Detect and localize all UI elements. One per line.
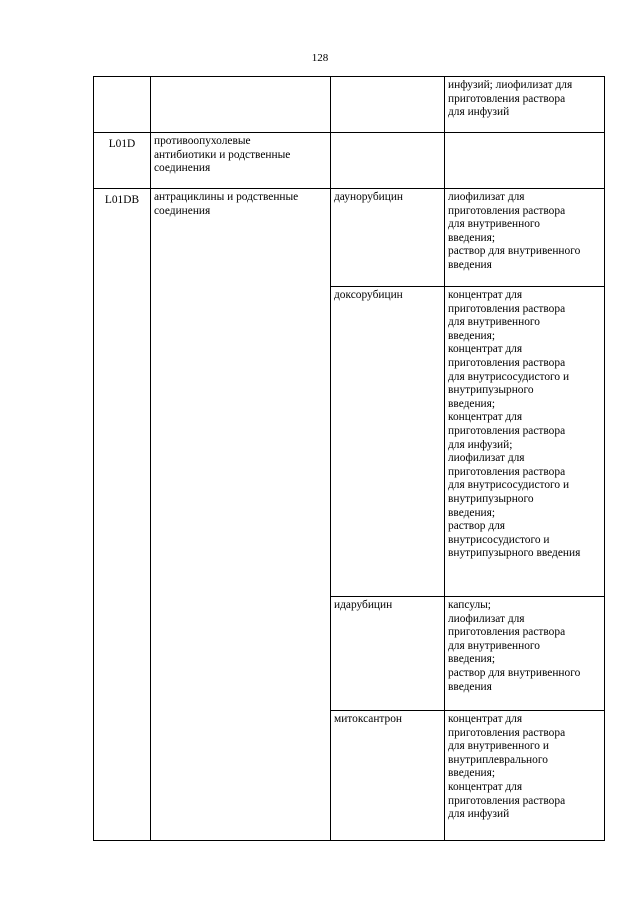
- group-name-line: антибиотики и родственные: [154, 148, 291, 161]
- dosage-form-line: концентрат для: [448, 713, 523, 725]
- dosage-form-line: внутрипузырного введения: [448, 547, 581, 560]
- dosage-form-line: введения;: [448, 767, 496, 780]
- dosage-form-line: лиофилизат для: [448, 612, 525, 625]
- dosage-form-line: для внутрисосудистого и: [448, 370, 570, 383]
- dosage-forms-cell: [445, 287, 605, 597]
- drug-classification-table: [93, 76, 605, 841]
- group-name-line: антрациклины и родственные: [154, 191, 299, 203]
- dosage-form-line: введения: [448, 258, 492, 271]
- dosage-forms-cell: [445, 189, 605, 287]
- dosage-form-line: введения;: [448, 653, 496, 666]
- dosage-form-line: приготовления раствора: [448, 302, 566, 315]
- page-number: 128: [311, 52, 329, 64]
- dosage-form-line: инфузий; лиофилизат для: [448, 79, 573, 91]
- table-row: [94, 133, 605, 189]
- drug-name-cell: [331, 77, 445, 133]
- atc-code-cell: L01DB: [94, 189, 151, 841]
- dosage-form-line: внутрипузырного: [448, 384, 534, 397]
- dosage-form-line: раствор для внутривенного: [448, 245, 581, 258]
- drug-name-cell: идарубицин: [331, 597, 445, 711]
- drug-name-cell: доксорубицин: [331, 287, 445, 597]
- table-row: [94, 77, 605, 133]
- dosage-form-line: для внутривенного и: [448, 740, 549, 753]
- drug-name-cell: даунорубицин: [331, 189, 445, 287]
- group-name-line: соединения: [154, 162, 211, 175]
- dosage-form-line: внутриплеврального: [448, 753, 548, 766]
- dosage-form-line: концентрат для: [448, 780, 523, 793]
- dosage-form-line: для внутрисосудистого и: [448, 479, 570, 492]
- group-name-cell: [151, 189, 331, 841]
- group-name-cell: [151, 77, 331, 133]
- dosage-form-line: приготовления раствора: [448, 356, 566, 369]
- dosage-forms-cell: [445, 711, 605, 841]
- dosage-form-line: приготовления раствора: [448, 465, 566, 478]
- dosage-form-line: приготовления раствора: [448, 726, 566, 739]
- atc-code-cell: L01D: [94, 133, 151, 189]
- table-row: [94, 189, 605, 287]
- dosage-form-line: капсулы;: [448, 599, 491, 611]
- dosage-forms-cell: [445, 133, 605, 189]
- group-name-cell: [151, 133, 331, 189]
- group-name-line: противоопухолевые: [154, 135, 251, 147]
- dosage-forms-cell: [445, 77, 605, 133]
- drug-name-cell: [331, 133, 445, 189]
- dosage-form-line: введения;: [448, 506, 496, 519]
- dosage-form-line: раствор для внутривенного: [448, 666, 581, 679]
- dosage-form-line: приготовления раствора: [448, 794, 566, 807]
- dosage-form-line: концентрат для: [448, 343, 523, 356]
- dosage-form-line: концентрат для: [448, 411, 523, 424]
- dosage-form-line: внутрисосудистого и: [448, 533, 550, 546]
- dosage-form-line: для внутривенного: [448, 218, 540, 231]
- dosage-form-line: приготовления раствора: [448, 424, 566, 437]
- dosage-form-line: для внутривенного: [448, 316, 540, 329]
- dosage-forms-cell: [445, 597, 605, 711]
- atc-code-cell: [94, 77, 151, 133]
- dosage-form-line: лиофилизат для: [448, 452, 525, 465]
- dosage-form-line: приготовления раствора: [448, 204, 566, 217]
- dosage-form-line: приготовления раствора: [448, 92, 566, 105]
- dosage-form-line: для инфузий: [448, 106, 510, 119]
- dosage-form-line: для инфузий: [448, 808, 510, 821]
- dosage-form-line: концентрат для: [448, 289, 523, 301]
- dosage-form-line: лиофилизат для: [448, 191, 525, 203]
- group-name-line: соединения: [154, 204, 211, 217]
- dosage-form-line: введения: [448, 680, 492, 693]
- dosage-form-line: для внутривенного: [448, 639, 540, 652]
- dosage-form-line: введения;: [448, 329, 496, 342]
- dosage-form-line: введения;: [448, 231, 496, 244]
- dosage-form-line: внутрипузырного: [448, 492, 534, 505]
- dosage-form-line: раствор для: [448, 520, 506, 533]
- drug-name-cell: митоксантрон: [331, 711, 445, 841]
- dosage-form-line: приготовления раствора: [448, 626, 566, 639]
- dosage-form-line: для инфузий;: [448, 438, 513, 451]
- dosage-form-line: введения;: [448, 397, 496, 410]
